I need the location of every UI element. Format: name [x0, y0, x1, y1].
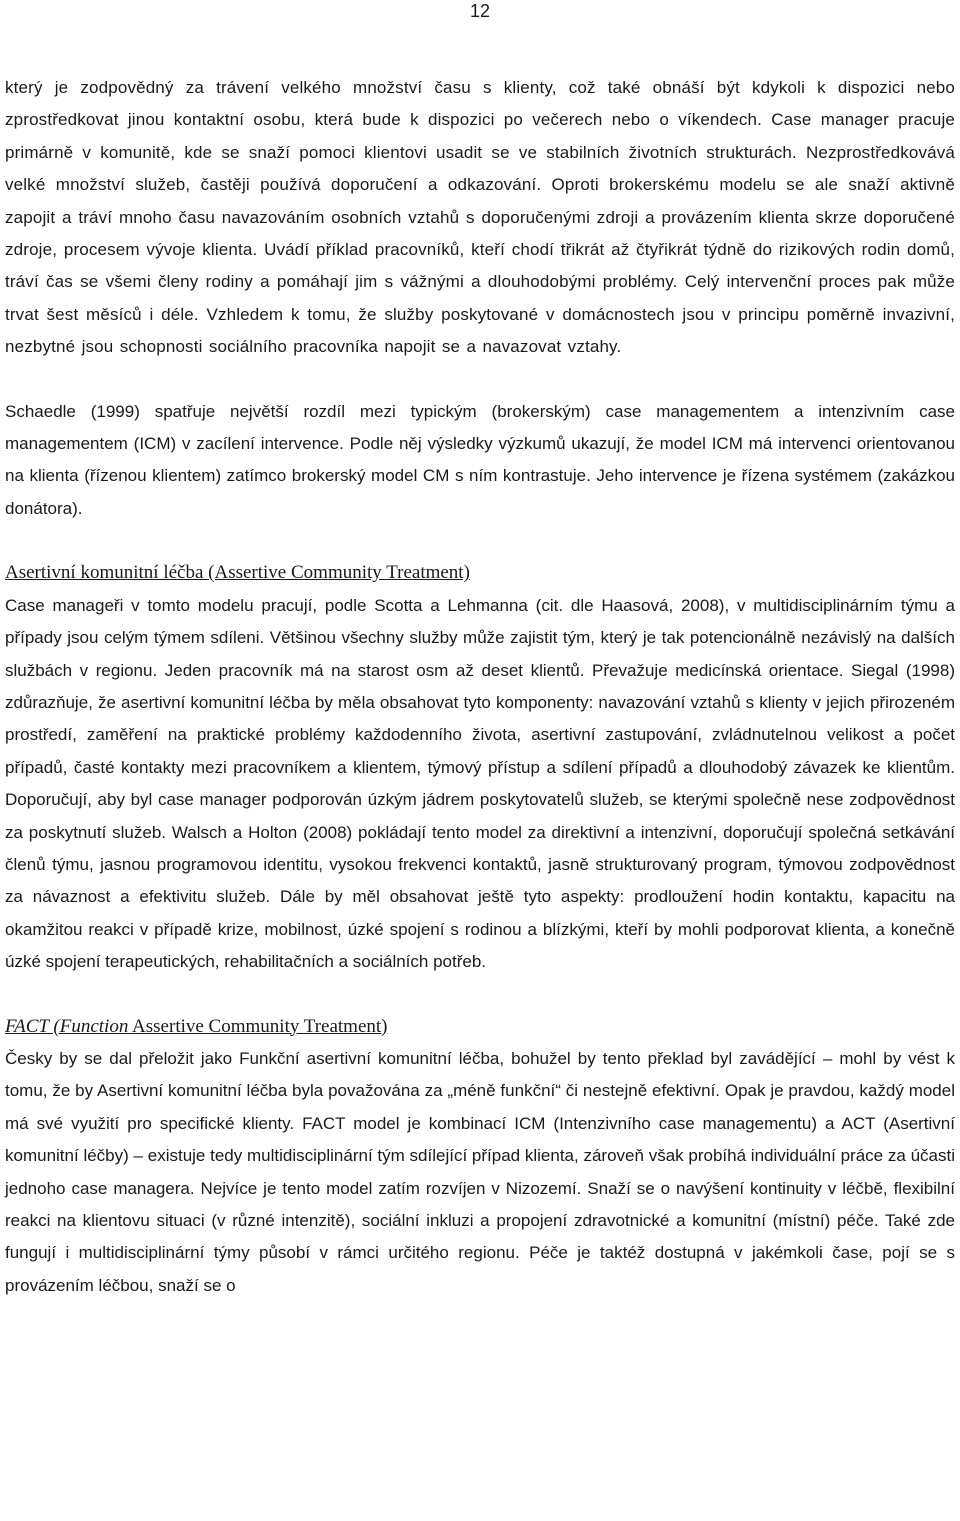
- paragraph-case-manager-intensive: který je zodpovědný za trávení velkého množství času s klienty, což také obnáší být kdykoli k dispozici nebo zprostředkovat jinou kontaktní osobu, která bude k dispozici po večerech nebo o víkendech. Case manager pracuje primárně v komunitě, kde se snaží pomoci klientovi usadit se ve stabilních životních strukturách. Nezprostředkovává velké množství služeb, častěji používá doporučení a odkazování. Oproti brokerskému modelu se ale snaží aktivně zapojit a tráví mnoho času navazováním osobních vztahů s doporučenými zdroji a provázením klienta skrze doporučené zdroje, procesem vývoje klienta. Uvádí příklad pracovníků, kteří chodí třikrát až čtyřikrát týdně do rizikových rodin domů, tráví čas se všemi členy rodiny a pomáhají jim s vážnými a dlouhodobými problémy. Celý intervenční proces pak může trvat šest měsíců i déle. Vzhledem k tomu, že služby poskytované v domácnostech jsou v principu poměrně invazivní, nezbytné jsou schopnosti sociálního pracovníka napojit se a navazovat vztahy.: [5, 78, 955, 357]
- paragraph-spacer: [5, 525, 955, 557]
- paragraph-fact: Česky by se dal přeložit jako Funkční asertivní komunitní léčba, bohužel by tento překlad byl zavádějící – mohl by vést k tomu, že by Asertivní komunitní léčba byla považována za „méně funkční“ či nestejně efektivní. Opak je pravdou, každý model má své využití pro specifické klienty. FACT model je kombinací ICM (Intenzivního case managementu) a ACT (Asertivní komunitní léčby) – existuje tedy multidisciplinární tým sdílející případ klienta, zároveň však probíhá individuální práce za účasti jednoho case managera. Nejvíce je tento model zatím rozvíjen v Nizozemí. Snaží se o navýšení kontinuity v léčbě, flexibilní reakci na klientovu situaci (v různé intenzitě), sociální inkluzi a propojení zdravotnické a komunitní (místní) péče. Také zde fungují i multidisciplinární týmy působí v rámci určitého regionu. Péče je taktéž dostupná v jakémkoli čase, pojí se s provázením léčbou, snaží se o: [5, 1048, 955, 1295]
- heading-fact: [5, 1011, 955, 1043]
- heading-fact-rest: Assertive Community Treatment): [128, 1015, 388, 1037]
- paragraph-spacer: [5, 979, 955, 1011]
- heading-fact-italic: FACT (Function: [5, 1015, 129, 1037]
- paragraph-act: Case manageři v tomto modelu pracují, podle Scotta a Lehmanna (cit. dle Haasová, 2008), v multidisciplinárním týmu a případy jsou celým týmem sdíleni. Většinou všechny služby může zajistit tým, který je tak potencionálně nezávislý na dalších službách v regionu. Jeden pracovník má na starost osm až deset klientů. Převažuje medicínská orientace. Siegal (1998) zdůrazňuje, že asertivní komunitní léčba by měla obsahovat tyto komponenty: navazování vztahů s klienty v jejich přirozeném prostředí, zaměření na praktické problémy každodenního života, asertivní zastupování, zvládnutelnou velikost a počet případů, časté kontakty mezi pracovníkem a klientem, týmový přístup a sdílení případů a dlouhodobý závazek ke klientům. Doporučují, aby byl case manager podporován úzkým jádrem poskytovatelů služeb, se kterými společně nese zodpovědnost za poskytnutí služeb. Walsch a Holton (2008) pokládají tento model za direktivní a intenzivní, doporučují společná setkávání členů týmu, jasnou programovou identitu, vysokou frekvenci kontaktů, jasně strukturovaný program, týmovou zodpovědnost za návaznost a efektivitu služeb. Dále by měl obsahovat ještě tyto aspekty: prodloužení hodin kontaktu, kapacitu na okamžitou reakci v případě krize, mobilnost, úzké spojení s rodinou a blízkými, kteří by mohli podporovat klienta, a konečně úzké spojení terapeutických, rehabilitačních a sociálních potřeb.: [5, 595, 955, 972]
- heading-act: Asertivní komunitní léčba (Assertive Community Treatment): [5, 562, 470, 584]
- document-body: [5, 72, 955, 1302]
- paragraph-spacer: [5, 364, 955, 396]
- paragraph-schaedle: Schaedle (1999) spatřuje největší rozdíl mezi typickým (brokerským) case managementem a intenzivním case managementem (ICM) v zacílení intervence. Podle něj výsledky výzkumů ukazují, že model ICM má intervenci orientovanou na klienta (řízenou klientem) zatímco brokerský model CM s ním kontrastuje. Jeho intervence je řízena systémem (zakázkou donátora).: [5, 401, 955, 518]
- page-number: 12: [469, 1, 491, 21]
